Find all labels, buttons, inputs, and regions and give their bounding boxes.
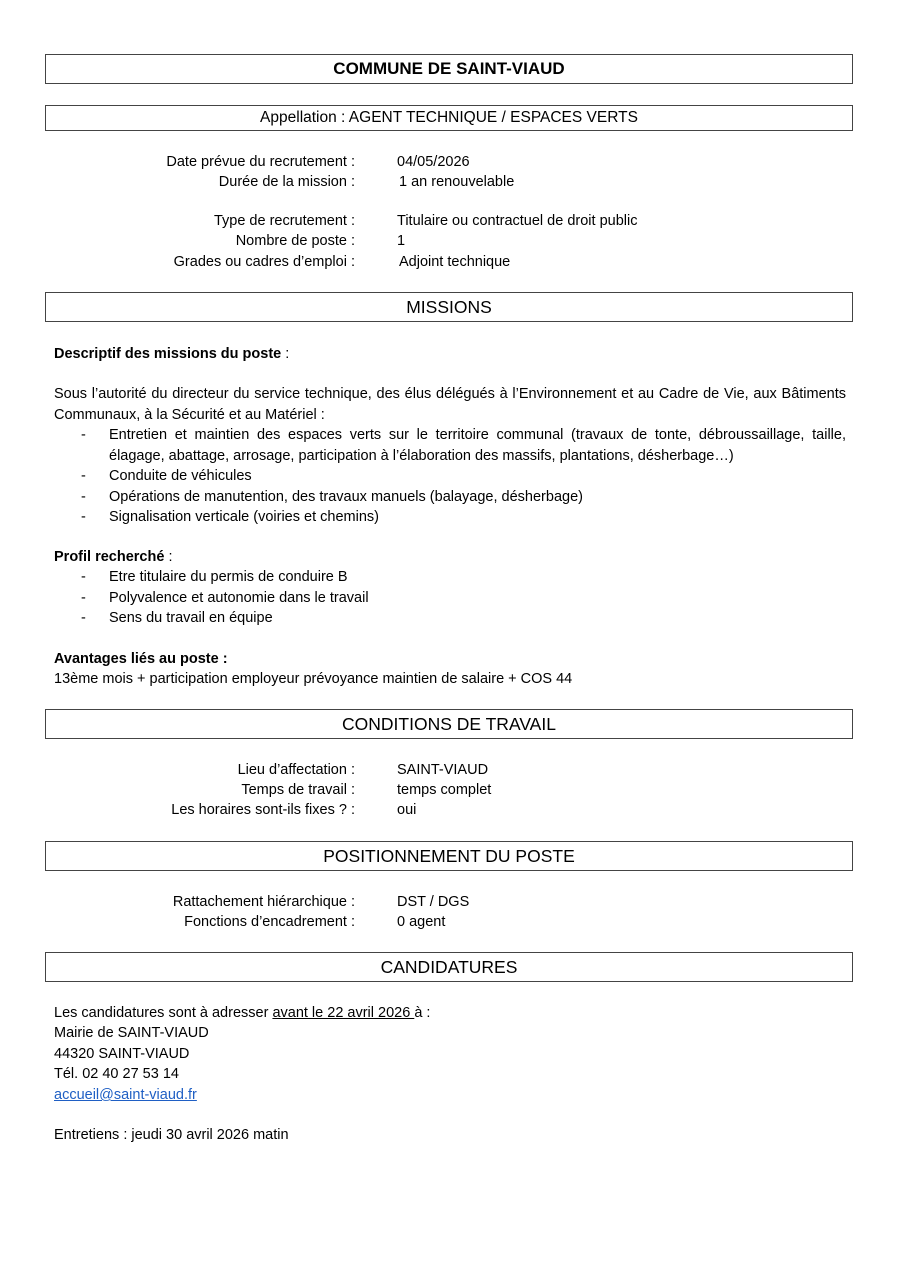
info-label: Temps de travail : xyxy=(241,782,355,798)
document-title xyxy=(45,54,853,84)
email-line xyxy=(54,1085,846,1106)
section-heading-missions xyxy=(45,292,853,322)
section-heading-text: CANDIDATURES xyxy=(380,956,518,977)
condition-row-lieu xyxy=(0,760,900,780)
info-value: Adjoint technique xyxy=(399,254,511,270)
section-heading-conditions xyxy=(45,709,853,739)
section-heading-text: POSITIONNEMENT DU POSTE xyxy=(323,845,575,866)
section-heading-text: CONDITIONS DE TRAVAIL xyxy=(342,713,556,734)
section-heading-text: MISSIONS xyxy=(406,296,492,317)
appellation-box xyxy=(45,105,853,131)
info-value: DST / DGS xyxy=(397,894,470,910)
address-line-1: Mairie de SAINT-VIAUD xyxy=(54,1025,209,1041)
descriptif-heading: Descriptif des missions du poste : xyxy=(54,346,290,362)
email-link[interactable]: accueil@saint-viaud.fr xyxy=(54,1087,197,1103)
list-item: - Opérations de manutention, des travaux manuels (balayage, désherbage) xyxy=(54,487,846,508)
candidatures-intro: Les candidatures sont à adresser avant le 22 avril 2026 à : xyxy=(54,1005,431,1021)
avantages-text: 13ème mois + participation employeur prévoyance maintien de salaire + COS 44 xyxy=(54,671,573,687)
missions-list xyxy=(54,425,846,528)
appellation-text: Appellation : AGENT TECHNIQUE / ESPACES VERTS xyxy=(260,109,638,126)
info-value: 1 an renouvelable xyxy=(399,174,515,190)
info-value: temps complet xyxy=(397,782,492,798)
info-label: Type de recrutement : xyxy=(213,213,355,229)
info-label: Lieu d’affectation : xyxy=(237,762,355,778)
position-row-encadrement xyxy=(0,912,900,932)
info-label: Durée de la mission : xyxy=(218,174,355,190)
list-item: - Conduite de véhicules xyxy=(54,466,846,487)
info-label: Date prévue du recrutement : xyxy=(166,154,355,170)
info-row-type xyxy=(0,211,900,231)
section-heading-candidatures xyxy=(45,952,853,982)
info-row-grades xyxy=(0,252,900,272)
profil-heading: Profil recherché : xyxy=(54,549,173,565)
info-row-nombre xyxy=(0,231,900,251)
list-item: - Etre titulaire du permis de conduire B xyxy=(54,567,846,588)
phone-number: Tél. 02 40 27 53 14 xyxy=(54,1066,179,1082)
info-value: Titulaire ou contractuel de droit public xyxy=(397,213,638,229)
list-item: - Signalisation verticale (voiries et chemins) xyxy=(54,507,846,528)
info-label: Rattachement hiérarchique : xyxy=(172,894,355,910)
list-item: - Polyvalence et autonomie dans le travail xyxy=(54,588,846,609)
address-line-2: 44320 SAINT-VIAUD xyxy=(54,1046,190,1062)
condition-row-horaires xyxy=(0,800,900,820)
avantages-heading: Avantages liés au poste : xyxy=(54,651,228,667)
info-value: 04/05/2026 xyxy=(397,154,470,170)
info-value: SAINT-VIAUD xyxy=(397,762,489,778)
entretiens-text: Entretiens : jeudi 30 avril 2026 matin xyxy=(54,1127,289,1143)
info-label: Les horaires sont-ils fixes ? : xyxy=(171,802,355,818)
list-item: - Entretien et maintien des espaces verts sur le territoire communal (travaux de tonte, débroussaillage, taille, élagage, abattage, arrosage, participation à l’élaboration des massifs, plantations, désherbage…) xyxy=(54,425,846,466)
info-row-duree xyxy=(0,172,900,192)
info-label: Grades ou cadres d’emploi : xyxy=(173,254,355,270)
info-row-date xyxy=(0,152,900,172)
info-value: oui xyxy=(397,802,417,818)
deadline-text: avant le 22 avril 2026 xyxy=(272,1005,415,1021)
position-row-rattachement xyxy=(0,892,900,912)
section-heading-positionnement xyxy=(45,841,853,871)
descriptif-label: Descriptif des missions du poste xyxy=(54,346,282,362)
info-value: 0 agent xyxy=(397,914,446,930)
missions-intro: Sous l’autorité du directeur du service technique, des élus délégués à l’Environnement et au Cadre de Vie, aux Bâtiments Communaux, à la Sécurité et au Matériel : xyxy=(54,386,846,423)
document-title-text: COMMUNE DE SAINT-VIAUD xyxy=(333,59,565,78)
profil-list xyxy=(54,567,846,629)
info-value: 1 xyxy=(397,233,406,249)
info-label: Nombre de poste : xyxy=(235,233,355,249)
profil-label: Profil recherché xyxy=(54,549,165,565)
condition-row-temps xyxy=(0,780,900,800)
info-label: Fonctions d’encadrement : xyxy=(184,914,355,930)
list-item: - Sens du travail en équipe xyxy=(54,608,846,629)
